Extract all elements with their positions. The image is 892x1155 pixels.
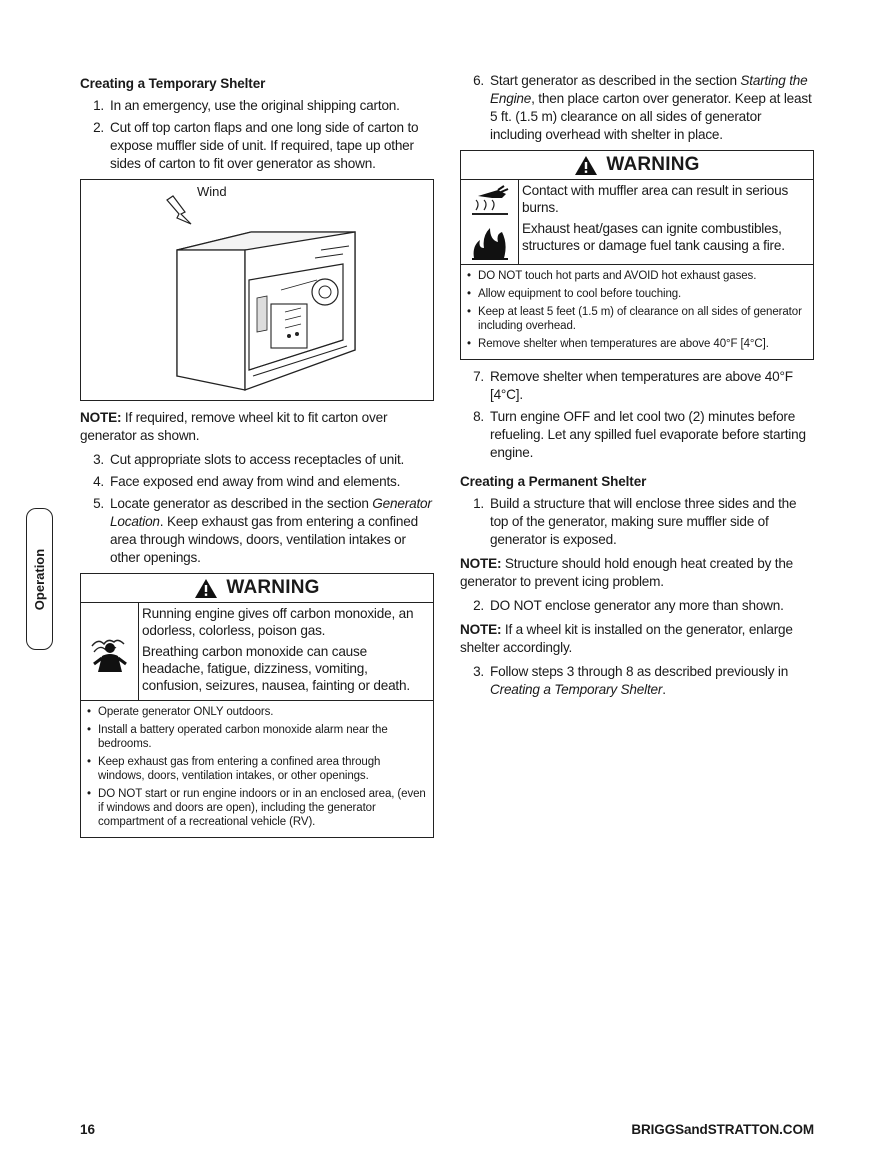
warning-text: Exhaust heat/gases can ignite combustibles, structures or damage fuel tank causing a fire. <box>522 221 785 253</box>
step-item: 1. Build a structure that will enclose three sides and the top of the generator, making sure muffler side of generator is exposed. <box>473 496 797 547</box>
fire-icon <box>468 224 512 260</box>
warning-box-burns-fire <box>460 150 814 360</box>
note-wheel-kit-enlarge: NOTE: If a wheel kit is installed on the generator, enlarge shelter accordingly. <box>460 622 793 655</box>
step-item: 4. Face exposed end away from wind and elements. <box>93 474 401 489</box>
note-wheel-kit: NOTE: If required, remove wheel kit to fit carton over generator as shown. <box>80 410 388 443</box>
warning-bullet: • Allow equipment to cool before touching. <box>467 288 682 300</box>
cross-reference-link: Creating a Temporary Shelter <box>490 682 663 697</box>
warning-bullet-list <box>461 265 813 359</box>
cross-reference-link: Generator Location <box>110 496 432 529</box>
warning-triangle-icon <box>574 155 598 176</box>
warning-text: Breathing carbon monoxide can cause headache, fatigue, dizziness, vomiting, confusion, seizures, nausea, fainting or death. <box>142 644 410 693</box>
section-heading-temporary: Creating a Temporary Shelter <box>80 76 266 91</box>
steps-list-permanent-3 <box>460 663 814 699</box>
page-number: 16 <box>80 1122 96 1137</box>
warning-title: WARNING <box>606 154 700 175</box>
note-heat: NOTE: Structure should hold enough heat created by the generator to prevent icing problem. <box>460 556 794 589</box>
section-tab <box>26 508 53 650</box>
warning-bullet: • Operate generator ONLY outdoors. <box>87 706 274 718</box>
right-column <box>460 72 814 705</box>
warning-triangle-icon <box>194 578 218 599</box>
warning-bullet: • Remove shelter when temperatures are above 40°F [4°C]. <box>467 338 769 350</box>
step-item: 1. In an emergency, use the original shipping carton. <box>93 98 400 113</box>
steps-list-c <box>460 368 814 462</box>
warning-title: WARNING <box>226 577 320 598</box>
carton-illustration <box>81 180 433 400</box>
wind-arrow-icon <box>167 196 191 224</box>
footer-website: BRIGGSandSTRATTON.COM <box>631 1122 814 1137</box>
step-item: 7. Remove shelter when temperatures are above 40°F [4°C]. <box>473 369 793 402</box>
warning-header <box>461 151 813 180</box>
warning-bullet: • Keep at least 5 feet (1.5 m) of clearance on all sides of generator including overhead. <box>467 306 802 332</box>
warning-bullet: • Keep exhaust gas from entering a confined area through windows, doors, ventilation intakes, or other openings. <box>87 756 381 782</box>
steps-list-6 <box>460 72 814 144</box>
section-heading-permanent: Creating a Permanent Shelter <box>460 474 647 489</box>
shelter-figure <box>80 179 434 401</box>
warning-bullet-list <box>81 701 433 837</box>
warning-bullet: • DO NOT start or run engine indoors or in an enclosed area, (even if windows and doors are open), including the generator compartment of a recreational vehicle (RV). <box>87 788 426 828</box>
hot-surface-icon <box>468 184 512 220</box>
step-item: 8. Turn engine OFF and let cool two (2) minutes before refueling. Let any spilled fuel evaporate before starting engine. <box>473 409 806 460</box>
section-tab-label: Operation <box>32 548 47 610</box>
step-item: 2. DO NOT enclose generator any more than shown. <box>473 598 784 613</box>
steps-list-b <box>80 451 434 567</box>
steps-list-a <box>80 97 434 173</box>
step-item: 2. Cut off top carton flaps and one long side of carton to expose muffler side of unit. If required, tape up other sides of carton to fit over generator as shown. <box>93 120 419 171</box>
steps-list-permanent-1 <box>460 495 814 549</box>
left-column <box>80 72 434 846</box>
wind-label: Wind <box>197 184 227 199</box>
warning-bullet: • DO NOT touch hot parts and AVOID hot exhaust gases. <box>467 270 757 282</box>
step-item: 3. Cut appropriate slots to access receptacles of unit. <box>93 452 405 467</box>
warning-text: Contact with muffler area can result in serious burns. <box>522 183 789 215</box>
steps-list-permanent-2 <box>460 597 814 615</box>
step-item: 3. Follow steps 3 through 8 as described previously in Creating a Temporary Shelter. <box>473 664 789 697</box>
step-item: 6. Start generator as described in the section Starting the Engine, then place carton over generator. Keep at least 5 ft. (1.5 m) clearance on all sides of generator including overhead with shelter in place. <box>473 73 812 142</box>
step-item: 5. Locate generator as described in the section Generator Location. Keep exhaust gas from entering a confined area through windows, doors, ventilation intakes or other openings. <box>93 496 432 565</box>
warning-box-carbon-monoxide <box>80 573 434 838</box>
warning-bullet: • Install a battery operated carbon monoxide alarm near the bedrooms. <box>87 724 388 750</box>
warning-text: Running engine gives off carbon monoxide, an odorless, colorless, poison gas. <box>142 606 414 638</box>
poison-gas-icon <box>88 630 132 674</box>
warning-header <box>81 574 433 603</box>
cross-reference-link: Starting the Engine <box>490 73 808 106</box>
